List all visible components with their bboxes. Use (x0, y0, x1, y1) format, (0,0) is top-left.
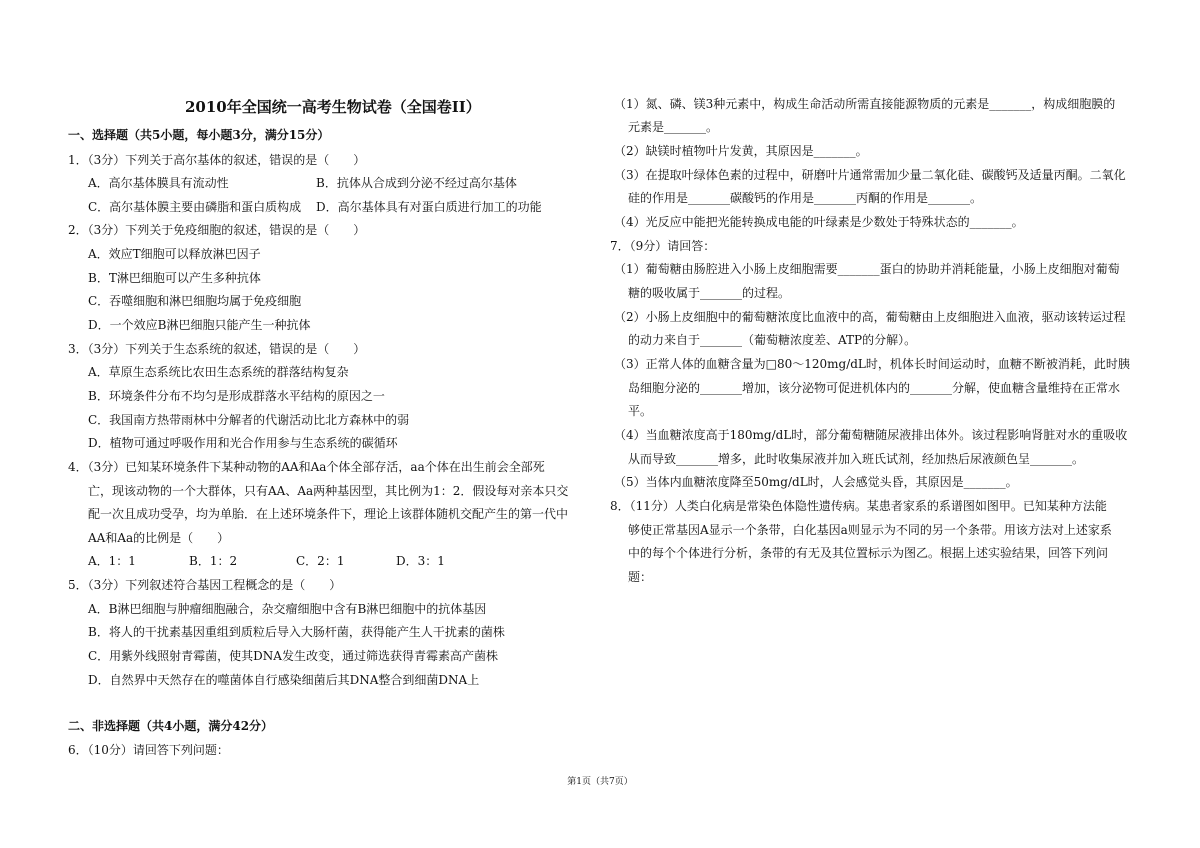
q1-option-a: A．高尔基体膜具有流动性 (88, 176, 229, 190)
q2-option-a: A．效应T细胞可以释放淋巴因子 (88, 247, 261, 261)
question-3: 3．（3分）下列关于生态系统的叙述，错误的是（ ） (68, 342, 366, 356)
q4-option-b: B．1：2 (189, 554, 238, 568)
q7-part-2-line-1: （2）小肠上皮细胞中的葡萄糖浓度比血液中的高，葡萄糖由上皮细胞进入血液，驱动该转运过程 (614, 310, 1126, 324)
q7-part-3-line-3: 平。 (628, 404, 653, 418)
q6-part-3-line-1: （3）在提取叶绿体色素的过程中，研磨叶片通常需加少量二氧化硅、碳酸钙及适量丙酮。二氧化 (614, 168, 1126, 182)
q5-option-c: C．用紫外线照射青霉菌，使其DNA发生改变，通过筛选获得青霉素高产菌株 (88, 649, 498, 663)
q7-part-4-line-2: 从而导致_______增多，此时收集尿液并加入班氏试剂，经加热后尿液颜色呈_______。 (628, 452, 1085, 466)
question-8-line-3: 中的每个个体进行分析，条带的有无及其位置标示为图乙。根据上述实验结果，回答下列问 (628, 546, 1109, 560)
question-4-line-1: 4．（3分）已知某环境条件下某种动物的AA和Aa个体全部存活，aa个体在出生前会全部死 (68, 460, 545, 474)
q7-part-5: （5）当体内血糖浓度降至50mg/dL时，人会感觉头昏，其原因是_______。 (614, 475, 1018, 489)
q5-option-a: A．B淋巴细胞与肿瘤细胞融合，杂交瘤细胞中含有B淋巴细胞中的抗体基因 (88, 602, 487, 616)
q6-part-2: （2）缺镁时植物叶片发黄，其原因是_______。 (614, 144, 868, 158)
q3-option-d: D．植物可通过呼吸作用和光合作用参与生态系统的碳循环 (88, 436, 398, 450)
q7-part-3-line-2: 岛细胞分泌的_______增加，该分泌物可促进机体内的_______分解，使血糖含量维持在正常水 (628, 381, 1121, 395)
q1-option-c: C．高尔基体膜主要由磷脂和蛋白质构成 (88, 200, 302, 214)
page-footer: 第1页（共7页） (567, 777, 633, 787)
q4-option-a: A．1：1 (88, 554, 136, 568)
q6-part-1-line-2: 元素是_______。 (628, 120, 719, 134)
q1-option-d: D．高尔基体具有对蛋白质进行加工的功能 (316, 200, 542, 214)
q7-part-3-line-1: （3）正常人体的血糖含量为□80～120mg/dL时，机体长时间运动时，血糖不断被消耗，此时胰 (614, 357, 1130, 371)
question-8-line-2: 够使正常基因A显示一个条带，白化基因a则显示为不同的另一个条带。用该方法对上述家系 (628, 523, 1112, 537)
question-5: 5．（3分）下列叙述符合基因工程概念的是（ ） (68, 578, 342, 592)
question-4-line-4: AA和Aa的比例是（ ） (88, 531, 230, 545)
question-1: 1．（3分）下列关于高尔基体的叙述，错误的是（ ） (68, 153, 366, 167)
question-2: 2．（3分）下列关于免疫细胞的叙述，错误的是（ ） (68, 223, 366, 237)
question-8-line-1: 8．（11分）人类白化病是常染色体隐性遗传病。某患者家系的系谱图如图甲。已知某种方法能 (610, 499, 1107, 513)
q6-part-3-line-2: 硅的作用是_______碳酸钙的作用是_______丙酮的作用是_______。 (628, 191, 983, 205)
q7-part-1-line-1: （1）葡萄糖由肠腔进入小肠上皮细胞需要_______蛋白的协助并消耗能量，小肠上皮细胞对葡萄 (614, 262, 1120, 276)
question-4-line-2: 亡，现该动物的一个大群体，只有AA、Aa两种基因型，其比例为1：2．假设每对亲本只交 (88, 484, 569, 498)
q6-part-1-line-1: （1）氮、磷、镁3种元素中，构成生命活动所需直接能源物质的元素是_______，构成细胞膜的 (614, 97, 1116, 111)
question-8-line-4: 题： (628, 570, 653, 584)
q7-part-2-line-2: 的动力来自于_______（葡萄糖浓度差、ATP的分解）。 (628, 333, 917, 347)
q3-option-c: C．我国南方热带雨林中分解者的代谢活动比北方森林中的弱 (88, 413, 410, 427)
question-6: 6．（10分）请回答下列问题： (68, 743, 229, 757)
question-7: 7．（9分）请回答： (610, 239, 716, 253)
q7-part-4-line-1: （4）当血糖浓度高于180mg/dL时，部分葡萄糖随尿液排出体外。该过程影响肾脏对水的重吸收 (614, 428, 1128, 442)
q7-part-1-line-2: 糖的吸收属于_______的过程。 (628, 286, 791, 300)
section-2-heading: 二、非选择题（共4小题，满分42分） (68, 719, 274, 733)
q6-part-4: （4）光反应中能把光能转换成电能的叶绿素是少数处于特殊状态的_______。 (614, 215, 1024, 229)
q2-option-d: D．一个效应B淋巴细胞只能产生一种抗体 (88, 318, 311, 332)
q3-option-b: B．环境条件分布不均匀是形成群落水平结构的原因之一 (88, 389, 385, 403)
q1-option-b: B．抗体从合成到分泌不经过高尔基体 (316, 176, 517, 190)
q4-option-d: D．3：1 (396, 554, 445, 568)
section-1-heading: 一、选择题（共5小题，每小题3分，满分15分） (68, 128, 330, 142)
q3-option-a: A．草原生态系统比农田生态系统的群落结构复杂 (88, 365, 349, 379)
q4-option-c: C．2：1 (296, 554, 345, 568)
q5-option-d: D．自然界中天然存在的噬菌体自行感染细菌后其DNA整合到细菌DNA上 (88, 673, 480, 687)
q2-option-c: C．吞噬细胞和淋巴细胞均属于免疫细胞 (88, 294, 302, 308)
question-4-line-3: 配一次且成功受孕，均为单胎．在上述环境条件下，理论上该群体随机交配产生的第一代中 (88, 507, 569, 521)
page-title: 2010年全国统一高考生物试卷（全国卷II） (185, 98, 481, 116)
q5-option-b: B．将人的干扰素基因重组到质粒后导入大肠杆菌，获得能产生人干扰素的菌株 (88, 625, 505, 639)
q2-option-b: B．T淋巴细胞可以产生多种抗体 (88, 271, 261, 285)
